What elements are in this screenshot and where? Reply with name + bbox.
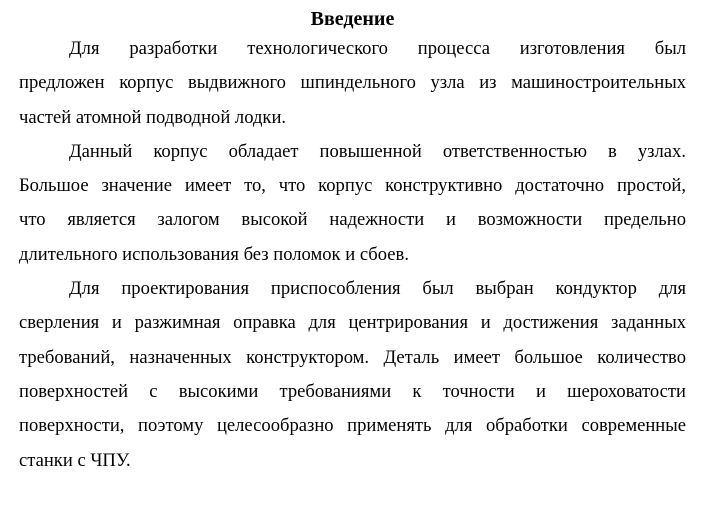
document-title: Введение: [310, 8, 395, 30]
paragraph-line: Данный корпус обладает повышенной ответственностью в узлах.: [69, 140, 686, 162]
paragraph-line: предложен корпус выдвижного шпиндельного узла из машиностроительных: [19, 72, 686, 94]
paragraph-line: частей атомной подводной лодки.: [19, 106, 287, 128]
paragraph-line: Для разработки технологического процесса изготовления был: [69, 38, 686, 59]
paragraph-line: Большое значение имеет то, что корпус конструктивно достаточно простой,: [19, 175, 686, 197]
paragraph-line: что является залогом высокой надежности и возможности предельно: [19, 209, 686, 231]
paragraph-line: станки с ЧПУ.: [19, 449, 131, 471]
document-page: [19, 0, 686, 478]
paragraph-line: поверхности, поэтому целесообразно применять для обработки современные: [19, 415, 686, 437]
paragraph-line: длительного использования без поломок и сбоев.: [19, 243, 409, 265]
paragraph-line: поверхностей с высокими требованиями к точности и шероховатости: [19, 380, 686, 402]
paragraph-2: [19, 135, 686, 272]
paragraph-line: Для проектирования приспособления был выбран кондуктор для: [69, 278, 686, 300]
paragraph-1: [19, 32, 686, 135]
paragraph-line: требований, назначенных конструктором. Деталь имеет большое количество: [19, 346, 686, 368]
paragraph-3: [19, 272, 686, 478]
paragraph-line: сверления и разжимная оправка для центрирования и достижения заданных: [19, 312, 686, 334]
